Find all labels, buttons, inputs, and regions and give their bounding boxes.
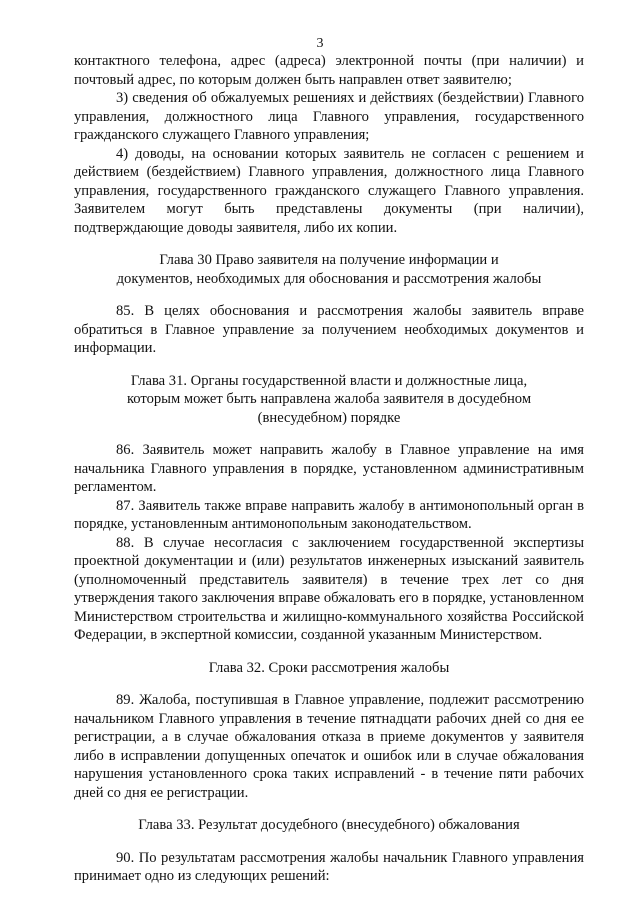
chapter-heading-line: Глава 32. Сроки рассмотрения жалобы xyxy=(208,659,450,676)
chapter-32-heading xyxy=(74,659,584,678)
paragraph-item-3: 3) сведения об обжалуемых решениях и действиях (бездействии) Главного управления, должностного лица Главного управления, государственного гражданского служащего Главного управления; xyxy=(74,90,584,143)
paragraph-item-4: 4) доводы, на основании которых заявитель не согласен с решением и действием (бездействием) Главного управления, должностного лица Главного управления, государственного гражданского служащего Главного управления. Заявителем могут быть представлены документы (при наличии), подтверждающие доводы заявителя, либо их копии. xyxy=(74,145,584,236)
chapter-heading-line: Глава 31. Органы государственной власти и должностные лица, xyxy=(130,372,528,389)
paragraph-85: 85. В целях обоснования и рассмотрения жалобы заявитель вправе обратиться в Главное управление за получением необходимых документов и информации. xyxy=(74,303,584,356)
chapter-31-heading xyxy=(74,372,584,428)
chapter-heading-line: (внесудебном) порядке xyxy=(257,409,401,426)
chapter-heading-line: которым может быть направлена жалоба заявителя в досудебном xyxy=(126,391,532,407)
paragraph-86: 86. Заявитель может направить жалобу в Главное управление на имя начальника Главного управления в порядке, установленном административным регламентом. xyxy=(74,442,584,495)
document-body xyxy=(74,52,584,886)
chapter-heading-line: Глава 30 Право заявителя на получение информации и xyxy=(159,252,499,268)
chapter-heading-line: документов, необходимых для обоснования и рассмотрения жалобы xyxy=(116,270,542,287)
page-number: 3 xyxy=(316,36,324,51)
paragraph-87: 87. Заявитель также вправе направить жалобу в антимонопольный орган в порядке, установленным антимонопольным законодательством. xyxy=(74,497,584,532)
paragraph-contact-details: контактного телефона, адрес (адреса) электронной почты (при наличии) и почтовый адрес, по которым должен быть направлен ответ заявителю; xyxy=(74,53,584,88)
chapter-heading-line: Глава 33. Результат досудебного (внесудебного) обжалования xyxy=(138,817,520,833)
paragraph-88: 88. В случае несогласия с заключением государственной экспертизы проектной документации и (или) результатов инженерных изысканий заявитель (уполномоченный представитель заявителя) в течение трех лет со дня утверждения такого заключения вправе обжаловать его в порядке, установленном Министерством строительства и жилищно-коммунального хозяйства Российской Федерации, в экспертной комиссии, созданной указанным Министерством. xyxy=(74,534,584,643)
paragraph-90: 90. По результатам рассмотрения жалобы начальник Главного управления принимает одно из следующих решений: xyxy=(74,849,584,884)
paragraph-89: 89. Жалоба, поступившая в Главное управление, подлежит рассмотрению начальником Главного управления в течение пятнадцати рабочих дней со дня ее регистрации, а в случае обжалования отказа в приеме документов у заявителя либо в исправлении допущенных опечаток и ошибок или в случае обжалования нарушения установленного срока таких исправлений - в течение пяти рабочих дней со дня ее регистрации. xyxy=(74,692,584,801)
chapter-30-heading xyxy=(74,251,584,288)
chapter-33-heading xyxy=(74,816,584,835)
